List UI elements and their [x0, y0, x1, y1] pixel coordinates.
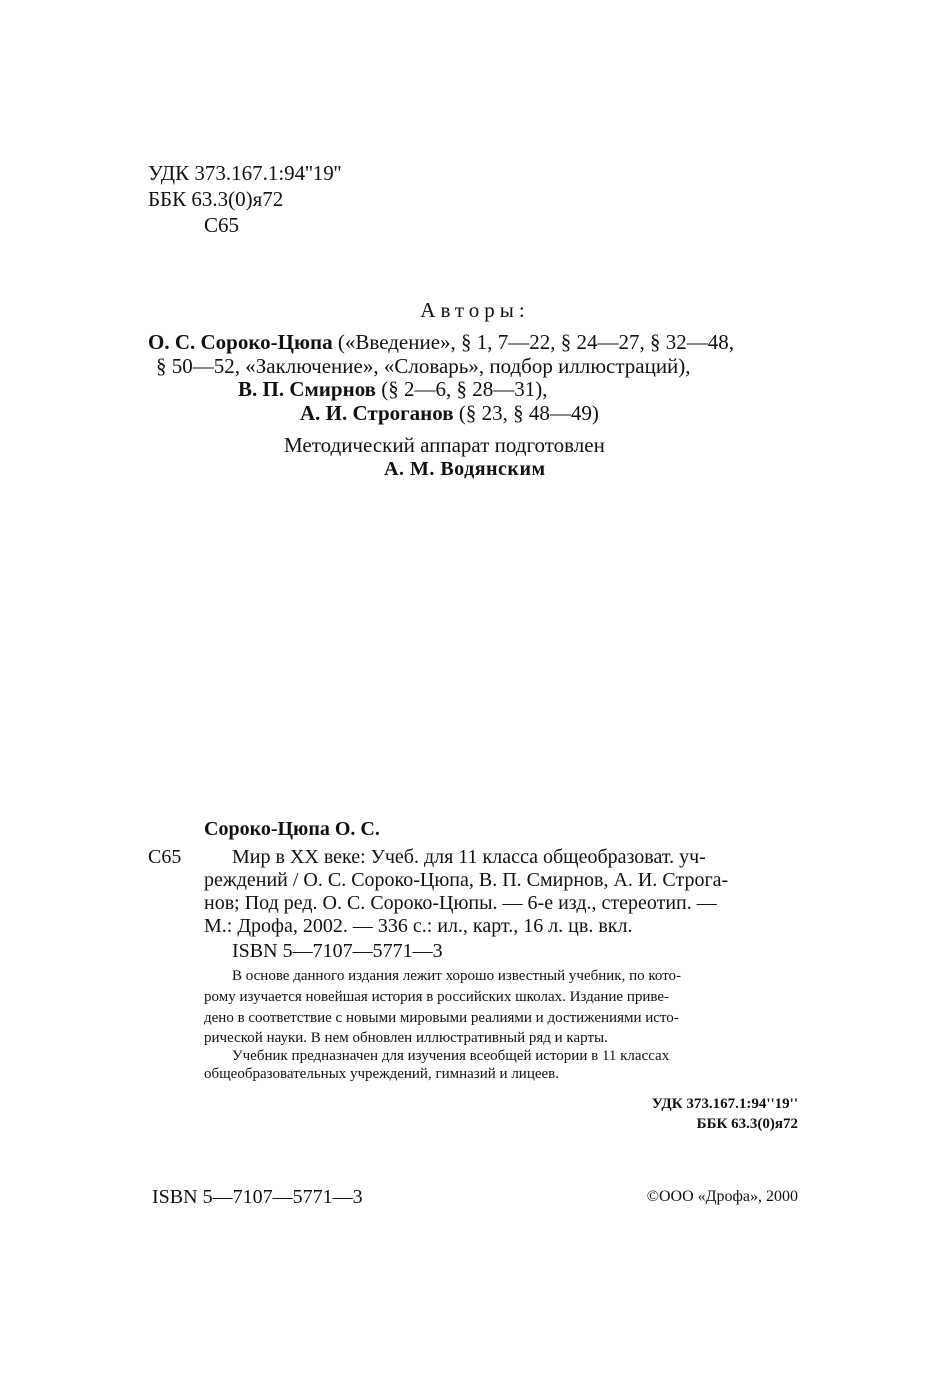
card-description-line: реждений / О. С. Сороко-Цюпа, В. П. Смирнов, А. И. Строга- — [204, 869, 729, 891]
card-bbk: ББК 63.3(0)я72 — [696, 1116, 798, 1132]
authors-heading: Авторы: — [420, 298, 530, 322]
card-author: Сороко-Цюпа О. С. — [204, 818, 380, 840]
author-line-2: § 50—52, «Заключение», «Словарь», подбор иллюстраций), — [156, 354, 691, 378]
annotation-line: общеобразовательных учреждений, гимназий и лицеев. — [204, 1066, 560, 1082]
bbk-code: ББК 63.3(0)я72 — [148, 187, 284, 211]
card-code: С65 — [148, 846, 182, 868]
card-classification — [652, 1094, 798, 1134]
author-name: В. П. Смирнов — [238, 377, 377, 401]
annotation-line: В основе данного издания лежит хорошо известный учебник, по кото- — [232, 968, 682, 984]
author-sections: (§ 23, § 48—49) — [453, 401, 599, 425]
author-mark: С65 — [204, 213, 240, 237]
author-line-4 — [300, 401, 599, 426]
annotation-line: рической науки. В нем обновлен иллюстративный ряд и карты. — [204, 1030, 608, 1046]
annotation-line: рому изучается новейшая история в российских школах. Издание приве- — [204, 989, 670, 1005]
author-sections: (§ 2—6, § 28—31), — [376, 377, 548, 401]
author-name: О. С. Сороко-Цюпа — [148, 330, 333, 354]
card-udk: УДК 373.167.1:94''19'' — [651, 1096, 798, 1112]
card-description-line: нов; Под ред. О. С. Сороко-Цюпы. — 6-е изд., стереотип. — — [204, 892, 717, 914]
author-line-3 — [238, 377, 548, 402]
annotation-line: Учебник предназначен для изучения всеобщей истории в 11 классах — [232, 1048, 670, 1064]
author-sections: («Введение», § 1, 7—22, § 24—27, § 32—48, — [332, 330, 735, 354]
card-isbn: ISBN 5—7107—5771—3 — [232, 940, 443, 962]
card-description-line: М.: Дрофа, 2002. — 336 с.: ил., карт., 16 л. цв. вкл. — [204, 915, 633, 937]
udk-code: УДК 373.167.1:94''19'' — [148, 161, 342, 185]
annotation-line: дено в соответствие с новыми мировыми реалиями и достижениями исто- — [204, 1010, 679, 1026]
author-line-1 — [148, 330, 734, 355]
card-description-line: Мир в XX веке: Учеб. для 11 класса общеобразоват. уч- — [232, 846, 706, 868]
methodology-line: Методический аппарат подготовлен — [284, 433, 605, 457]
copyright-notice: ©ООО «Дрофа», 2000 — [646, 1188, 798, 1205]
author-name: А. И. Строганов — [300, 401, 454, 425]
footer-isbn: ISBN 5—7107—5771—3 — [152, 1186, 363, 1208]
methodology-author: А. М. Водянским — [384, 458, 546, 480]
classification-block — [148, 160, 341, 238]
